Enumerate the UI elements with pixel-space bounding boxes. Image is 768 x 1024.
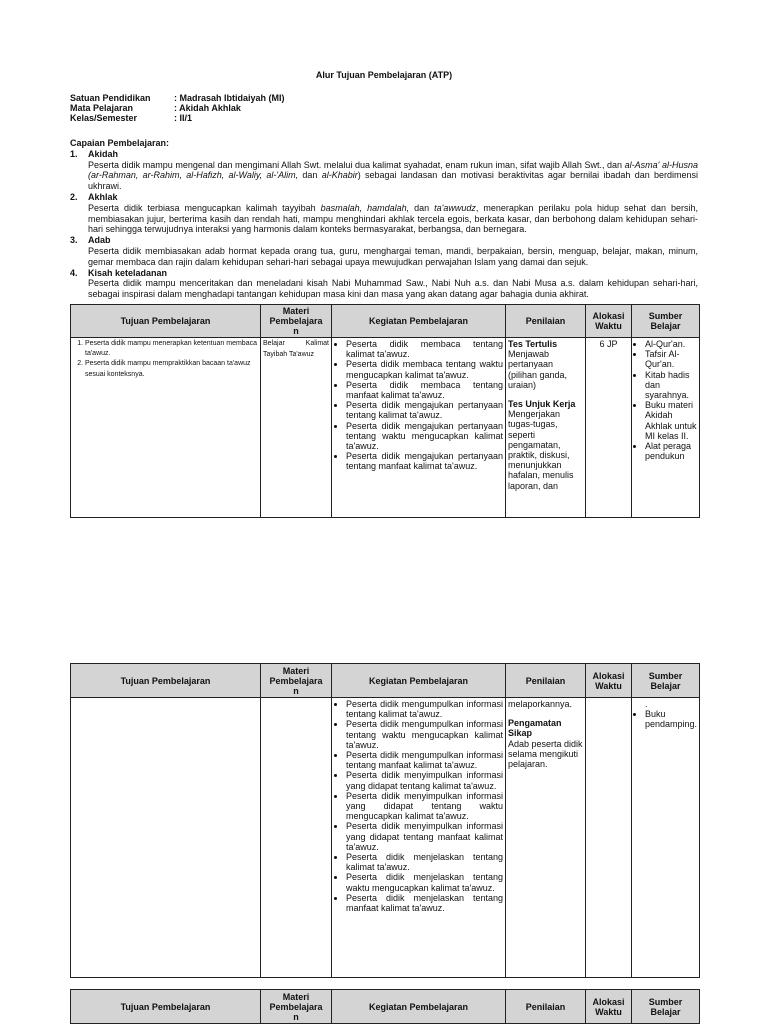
header-tujuan: Tujuan Pembelajaran: [71, 664, 261, 698]
sumber-item: • Kitab hadis dan syarahnya.: [645, 370, 697, 401]
penilaian-tes-tertulis-desc: Menjawab pertanyaan (pilihan ganda, uraian): [508, 349, 568, 390]
header-penilaian: Penilaian: [506, 664, 586, 698]
header-tujuan: Tujuan Pembelajaran: [71, 990, 261, 1024]
penilaian-continued: melaporkannya.: [508, 699, 573, 709]
cell-sumber: [632, 338, 700, 518]
kegiatan-item: • Peserta didik menyimpulkan informasi yang didapat tentang kalimat ta'awuz.: [346, 770, 503, 790]
header-materi: Materi Pembelajara n: [261, 990, 332, 1024]
atp-table-1: [70, 304, 700, 518]
section-heading-akidah: [70, 149, 698, 160]
section-heading-kisah: [70, 268, 698, 279]
kegiatan-item: • Peserta didik menjelaskan tentang manfaat kalimat ta'awuz.: [346, 893, 503, 913]
tujuan-item: 2. Peserta didik mampu mempraktikkan bacaan ta'awuz sesuai konteksnya.: [85, 359, 258, 379]
kegiatan-item: • Peserta didik mengumpulkan informasi tentang kalimat ta'awuz.: [346, 699, 503, 719]
penilaian-sikap-desc: Adab peserta didik selama mengikuti pelajaran.: [508, 738, 583, 770]
table-row: [71, 698, 700, 978]
kegiatan-item: • Peserta didik mengumpulkan informasi tentang waktu mengucapkan kalimat ta'awuz.: [346, 719, 503, 750]
penilaian-tes-unjuk-desc: Mengerjakan tugas-tugas, seperti pengamatan, praktik, diskusi, menunjukkan hafalan, menulis laporan, dan: [508, 409, 574, 491]
section-number: 3.: [70, 235, 78, 246]
section-number: 1.: [70, 148, 78, 159]
penilaian-tes-unjuk: Tes Unjuk Kerja: [508, 399, 576, 410]
kegiatan-item: • Peserta didik menyimpulkan informasi yang didapat tentang waktu mengucapkan kalimat ta'awuz.: [346, 791, 503, 822]
document-title: Alur Tujuan Pembelajaran (ATP): [315, 70, 453, 80]
kegiatan-item: • Peserta didik membaca tentang manfaat kalimat ta'awuz.: [346, 380, 503, 400]
section-body-akhlak: Peserta didik terbiasa mengucapkan kalimah tayyibah basmalah, hamdalah, dan ta'awwudz, menerapkan perilaku pola hidup sehat dan bersih, membiasakan jujur, berterima kasih dan rendah hati, mampu menghindari akhlak tercela egois, berkata kasar, dan berbohong dalam kehidupan sehari-hari sehingga terwujudnya interaksi yang harmonis dalam konteks bermasyarakat, berbangsa, dan bernegara.: [88, 202, 698, 235]
header-materi: Materi Pembelajara n: [261, 305, 332, 338]
table-row: [71, 338, 700, 518]
meta-key: Mata Pelajaran: [70, 103, 134, 113]
penilaian-tes-tertulis: Tes Tertulis: [508, 339, 558, 349]
meta-value: : II/1: [174, 113, 193, 123]
capaian-pembelajaran: [70, 138, 698, 300]
meta-value: : Madrasah Ibtidaiyah (MI): [174, 93, 285, 103]
kegiatan-item: • Peserta didik mengumpulkan informasi tentang manfaat kalimat ta'awuz.: [346, 750, 503, 770]
section-body-kisah: Peserta didik mampu menceritakan dan meneladani kisah Nabi Muhammad Saw., Nabi Nuh a.s. dan Nabi Musa a.s. dalam kehidupan sehari-hari, sebagai inspirasi dalam menghadapi tantangan kehidupan masa kini dan masa yang akan datang agar bahagia dunia akhirat.: [88, 278, 698, 300]
section-title: Kisah keteladanan: [88, 267, 168, 278]
sumber-continued: .: [645, 699, 648, 709]
cell-kegiatan: [332, 338, 506, 518]
header-kegiatan: Kegiatan Pembelajaran: [332, 305, 506, 338]
section-title: Adab: [88, 235, 111, 246]
kegiatan-item: • Peserta didik mengajukan pertanyaan tentang manfaat kalimat ta'awuz.: [346, 451, 503, 471]
meta-row: [70, 103, 285, 113]
meta-key: Kelas/Semester: [70, 113, 138, 123]
kegiatan-item: • Peserta didik membaca tentang kalimat ta'awuz.: [346, 339, 503, 359]
section-heading-akhlak: [70, 192, 698, 203]
table-header-row: [71, 305, 700, 338]
section-number: 4.: [70, 267, 78, 278]
table-header-row: [71, 664, 700, 698]
cell-penilaian: [506, 338, 586, 518]
section-body-akidah: Peserta didik mampu mengenal dan mengimani Allah Swt. melalui dua kalimat syahadat, enam rukun iman, sifat wajib Allah Swt., dan al-Asma' al-Husna (ar-Rahman, ar-Rahim, al-Hafizh, al-Waliy, al-'Alim, dan al-Khabir) sebagai landasan dan motivasi beraktivitas agar bernilai ibadah dan berdimensi ukhrawi.: [88, 159, 698, 192]
atp-table-2: [70, 663, 700, 978]
cell-kegiatan: [332, 698, 506, 978]
section-heading-adab: [70, 235, 698, 246]
section-body-adab: Peserta didik membiasakan adab hormat kepada orang tua, guru, menghargai teman, mandi, berpakaian, bersin, menguap, belajar, makan, minum, gemar membaca dan rajin dalam kehidupan sehari-hari sebagai upaya mewujudkan perwajahan Islam yang damai dan sejuk.: [88, 245, 698, 267]
cell-tujuan: [71, 338, 261, 518]
kegiatan-item: • Peserta didik menyimpulkan informasi yang didapat tentang manfaat kalimat ta'awuz.: [346, 821, 503, 852]
header-kegiatan: Kegiatan Pembelajaran: [332, 664, 506, 698]
sumber-item: • Al-Qur'an.: [645, 339, 697, 349]
header-alokasi: Alokasi Waktu: [586, 305, 632, 338]
cell-alokasi: [586, 698, 632, 978]
kegiatan-item: • Peserta didik menjelaskan tentang kalimat ta'awuz.: [346, 852, 503, 872]
section-number: 2.: [70, 191, 78, 202]
cell-penilaian: [506, 698, 586, 978]
sumber-item: • Buku pendamping.: [645, 709, 697, 729]
cell-materi: [261, 698, 332, 978]
cell-materi: Belajar Kalimat Tayibah Ta'awuz: [261, 338, 332, 518]
header-penilaian: Penilaian: [506, 305, 586, 338]
kegiatan-item: • Peserta didik membaca tentang waktu mengucapkan kalimat ta'awuz.: [346, 359, 503, 379]
section-title: Akhlak: [88, 191, 118, 202]
sumber-item: • Buku materi Akidah Akhlak untuk MI kelas II.: [645, 400, 697, 441]
section-title: Akidah: [88, 148, 119, 159]
header-alokasi: Alokasi Waktu: [586, 990, 632, 1024]
header-sumber: Sumber Belajar: [632, 990, 700, 1024]
capaian-heading: Capaian Pembelajaran:: [70, 138, 170, 148]
cell-alokasi: 6 JP: [586, 338, 632, 518]
header-sumber: Sumber Belajar: [632, 305, 700, 338]
kegiatan-item: • Peserta didik mengajukan pertanyaan tentang waktu mengucapkan kalimat ta'awuz.: [346, 421, 503, 452]
cell-tujuan: [71, 698, 261, 978]
header-materi: Materi Pembelajara n: [261, 664, 332, 698]
meta-value: : Akidah Akhlak: [174, 103, 241, 113]
meta-row: [70, 93, 285, 103]
meta-key: Satuan Pendidikan: [70, 93, 151, 103]
atp-table-3: [70, 989, 700, 1024]
header-alokasi: Alokasi Waktu: [586, 664, 632, 698]
kegiatan-item: • Peserta didik menjelaskan tentang waktu mengucapkan kalimat ta'awuz.: [346, 872, 503, 892]
header-tujuan: Tujuan Pembelajaran: [71, 305, 261, 338]
cell-sumber: [632, 698, 700, 978]
kegiatan-item: • Peserta didik mengajukan pertanyaan tentang kalimat ta'awuz.: [346, 400, 503, 420]
header-penilaian: Penilaian: [506, 990, 586, 1024]
header-sumber: Sumber Belajar: [632, 664, 700, 698]
header-kegiatan: Kegiatan Pembelajaran: [332, 990, 506, 1024]
tujuan-item: 1. Peserta didik mampu menerapkan ketentuan membaca ta'awuz.: [85, 339, 258, 359]
sumber-item: • Tafsir Al-Qur'an.: [645, 349, 697, 369]
identity-block: [70, 93, 285, 123]
table-header-row: [71, 990, 700, 1024]
penilaian-sikap: Pengamatan Sikap: [508, 718, 562, 739]
sumber-item: • Alat peraga pendukun: [645, 441, 697, 461]
meta-row: [70, 113, 285, 123]
